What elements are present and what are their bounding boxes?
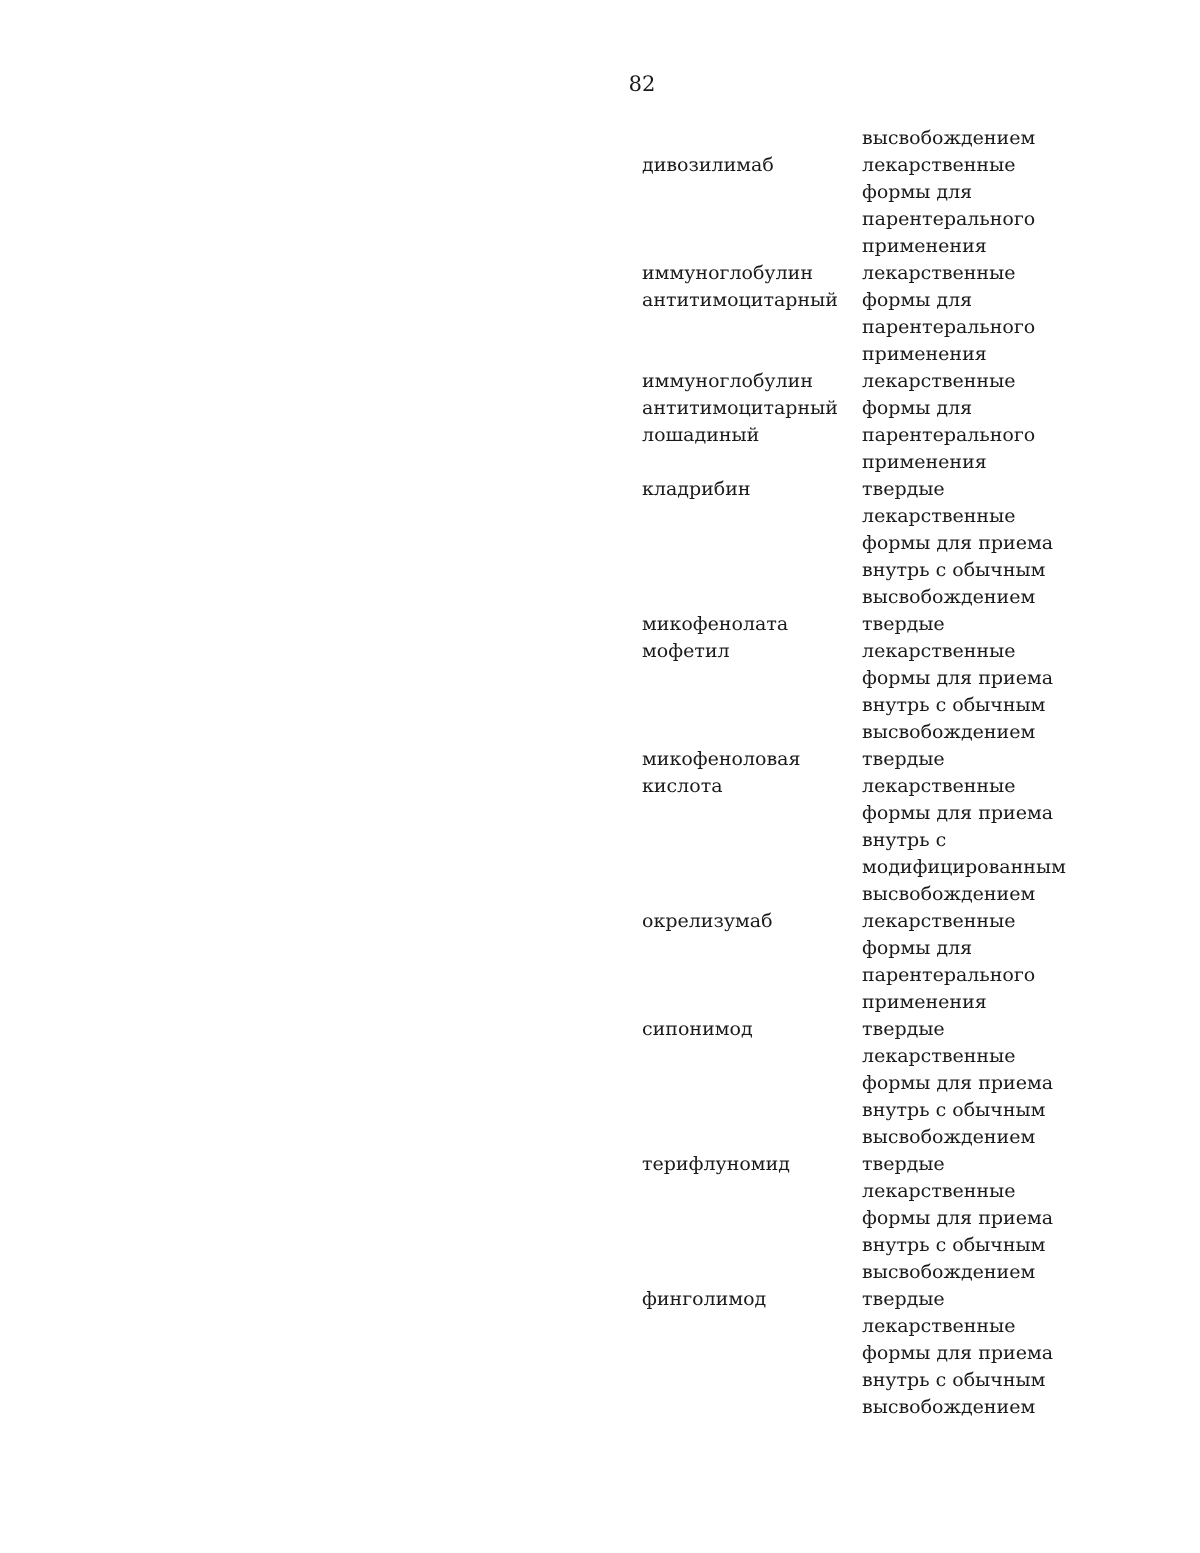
table-row <box>642 746 1122 908</box>
dosage-form: лекарственные формы для парентерального применения <box>862 154 1036 257</box>
table-row <box>642 1286 1122 1421</box>
dosage-form: лекарственные формы для парентерального применения <box>862 370 1036 473</box>
drug-name: микофеноловая кислота <box>642 748 801 797</box>
table-row <box>642 1016 1122 1151</box>
drug-name: дивозилимаб <box>642 154 774 176</box>
drug-name: сипонимод <box>642 1018 753 1040</box>
table-row <box>642 152 1122 260</box>
dosage-form: твердые лекарственные формы для приема внутрь с обычным высвобождением <box>862 1018 1054 1148</box>
drug-name: окрелизумаб <box>642 910 773 932</box>
dosage-form: твердые лекарственные формы для приема внутрь с обычным высвобождением <box>862 478 1054 608</box>
table-row <box>642 1151 1122 1286</box>
drug-name: микофенолата мофетил <box>642 613 789 662</box>
dosage-form: твердые лекарственные формы для приема внутрь с модифицированным высвобождением <box>862 748 1066 905</box>
dosage-form: твердые лекарственные формы для приема внутрь с обычным высвобождением <box>862 613 1054 743</box>
dosage-form: лекарственные формы для парентерального применения <box>862 262 1036 365</box>
table-row <box>642 908 1122 1016</box>
drug-table <box>642 152 1122 1421</box>
table-row <box>642 476 1122 611</box>
drug-name: иммуноглобулин антитимоцитарный лошадиный <box>642 370 838 446</box>
table-row <box>642 368 1122 476</box>
table-row <box>642 260 1122 368</box>
dosage-form: твердые лекарственные формы для приема внутрь с обычным высвобождением <box>862 1153 1054 1283</box>
dosage-form: лекарственные формы для парентерального применения <box>862 910 1036 1013</box>
continued-dosage-form: высвобождением <box>862 127 1036 149</box>
drug-name: финголимод <box>642 1288 767 1310</box>
drug-name: терифлуномид <box>642 1153 790 1175</box>
table-row <box>642 611 1122 746</box>
page-number: 82 <box>628 72 656 96</box>
drug-name: иммуноглобулин антитимоцитарный <box>642 262 838 311</box>
drug-name: кладрибин <box>642 478 751 500</box>
dosage-form: твердые лекарственные формы для приема внутрь с обычным высвобождением <box>862 1288 1054 1418</box>
